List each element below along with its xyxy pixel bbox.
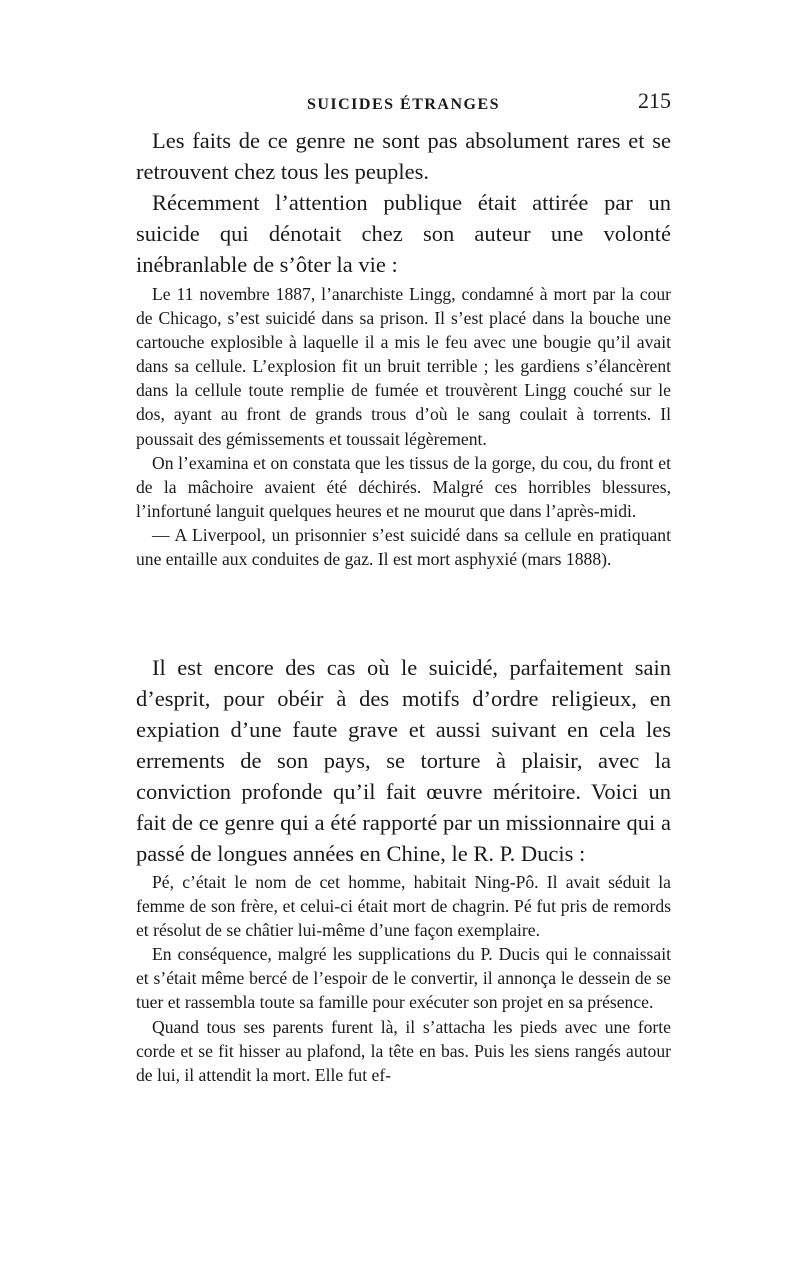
paragraph-intro-2: Récemment l’attention publique était attirée par un suicide qui dénotait chez son auteur une volonté inébranlable de s’ôter la vie : <box>136 190 671 277</box>
paragraph-pe-2: En conséquence, malgré les supplications du P. Ducis qui le connaissait et s’était même bercé de l’espoir de le convertir, il annonça le dessein de se tuer et rassembla toute sa famille pour exécuter son projet en sa présence. <box>136 944 671 1013</box>
paragraph-intro-1: Les faits de ce genre ne sont pas absolument rares et se retrouvent chez tous les peuples. <box>136 128 671 184</box>
paragraph-liverpool: — A Liverpool, un prisonnier s’est suicidé dans sa cellule en pratiquant une entaille aux conduites de gaz. Il est mort asphyxié (mars 1888). <box>136 524 671 570</box>
quotation-lingg <box>136 282 671 571</box>
religious-section <box>136 652 671 869</box>
paragraph-lingg-2: On l’examina et on constata que les tissus de la gorge, du cou, du front et de la mâchoire avaient été déchirés. Malgré ces horribles blessures, l’infortuné languit quelques heures et ne mourut que dans l’après-midi. <box>136 452 671 521</box>
intro-section <box>136 125 671 280</box>
running-head <box>136 88 671 122</box>
running-title: SUICIDES ÉTRANGES <box>306 96 501 113</box>
paragraph-religious: Il est encore des cas où le suicidé, parfaitement sain d’esprit, pour obéir à des motifs d’ordre religieux, en expiation d’une faute grave et aussi suivant en cela les errements de son pays, se torture à plaisir, avec la conviction profonde qu’il fait œuvre méritoire. Voici un fait de ce genre qui a été rapporté par un missionnaire qui a passé de longues années en Chine, le R. P. Ducis : <box>136 655 671 866</box>
paragraph-pe-3: Quand tous ses parents furent là, il s’attacha les pieds avec une forte corde et se fit hisser au plafond, la tête en bas. Puis les siens rangés autour de lui, il attendit la mort. Elle fut ef- <box>136 1016 671 1085</box>
quotation-pe <box>136 870 671 1087</box>
page-number: 215 <box>638 88 671 113</box>
paragraph-pe-1: Pé, c’était le nom de cet homme, habitait Ning-Pô. Il avait séduit la femme de son frère, et celui-ci était mort de chagrin. Pé fut pris de remords et résolut de se châtier lui-même d’une façon exemplaire. <box>136 872 671 941</box>
paragraph-lingg-1: Le 11 novembre 1887, l’anarchiste Lingg, condamné à mort par la cour de Chicago, s’est suicidé dans sa prison. Il s’est placé dans la bouche une cartouche explosible à laquelle il a mis le feu avec une bougie qu’il avait dans sa cellule. L’explosion fit un bruit terrible ; les gardiens s’élancèrent dans la cellule toute remplie de fumée et trouvèrent Lingg couché sur le dos, ayant au front de grands trous d’où le sang coulait à torrents. Il poussait des gémissements et toussait légèrement. <box>136 284 671 449</box>
